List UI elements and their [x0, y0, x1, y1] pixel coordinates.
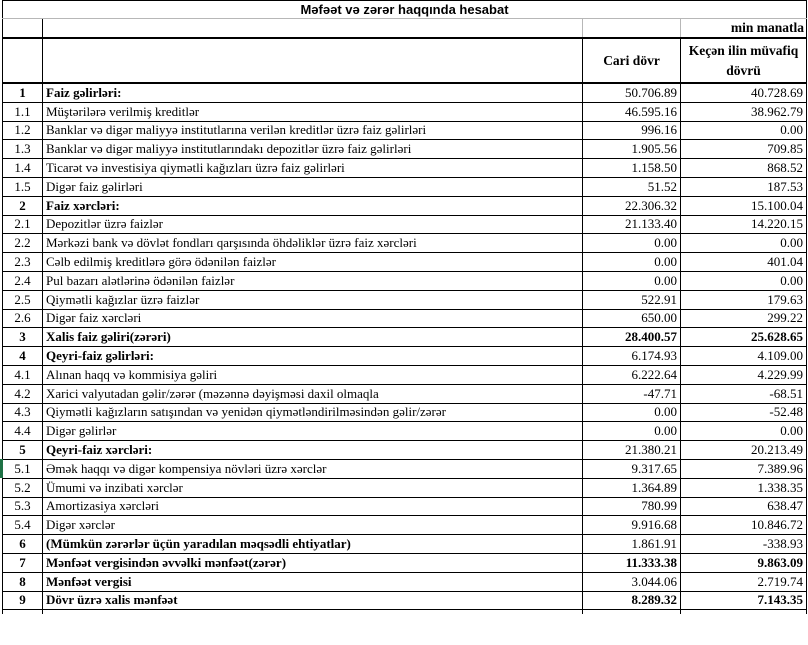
empty-cell: [583, 610, 681, 615]
row-current-value: 3.044.06: [583, 572, 681, 591]
row-number-cell: 7: [3, 553, 43, 572]
table-row: [3, 290, 807, 309]
partial-next-row: [3, 610, 807, 615]
row-previous-value: 9.863.09: [681, 553, 807, 572]
row-label-cell: Digər gəlirlər: [43, 422, 583, 441]
row-label-cell: Depozitlər üzrə faizlər: [43, 215, 583, 234]
row-label-cell: Alınan haqq və kommisiya gəliri: [43, 365, 583, 384]
row-label-cell: Faiz xərcləri:: [43, 196, 583, 215]
row-previous-value: 2.719.74: [681, 572, 807, 591]
row-number-cell: 5.1: [3, 459, 43, 478]
row-current-value: -47.71: [583, 384, 681, 403]
row-current-value: 11.333.38: [583, 553, 681, 572]
row-label-cell: Cəlb edilmiş kreditlərə görə ödənilən faizlər: [43, 253, 583, 272]
row-number-cell: 5.4: [3, 516, 43, 535]
row-label-cell: Pul bazarı alətlərinə ödənilən faizlər: [43, 271, 583, 290]
row-number-cell: 4.3: [3, 403, 43, 422]
table-row: [3, 365, 807, 384]
empty-header-cell: [43, 38, 583, 83]
row-number-cell: 5: [3, 441, 43, 460]
row-label-cell: Dövr üzrə xalis mənfəət: [43, 591, 583, 610]
table-row: [3, 384, 807, 403]
row-current-value: 780.99: [583, 497, 681, 516]
table-row: [3, 403, 807, 422]
row-previous-value: -338.93: [681, 535, 807, 554]
row-previous-value: 0.00: [681, 234, 807, 253]
row-current-value: 51.52: [583, 177, 681, 196]
row-label-cell: Faiz gəlirləri:: [43, 83, 583, 102]
row-number-cell: 4.2: [3, 384, 43, 403]
row-current-value: 8.289.32: [583, 591, 681, 610]
row-label-cell: Mənfəət vergisindən əvvəlki mənfəət(zərər): [43, 553, 583, 572]
table-row: [3, 328, 807, 347]
row-label-cell: Amortizasiya xərcləri: [43, 497, 583, 516]
row-label-cell: Ticarət və investisiya qiymətli kağızları üzrə faiz gəlirləri: [43, 159, 583, 178]
empty-header-cell: [3, 38, 43, 83]
table-row: [3, 422, 807, 441]
income-statement-table: [2, 0, 807, 614]
table-row: [3, 196, 807, 215]
table-row: [3, 309, 807, 328]
row-label-cell: Əmək haqqı və digər kompensiya növləri üzrə xərclər: [43, 459, 583, 478]
empty-cell: [681, 610, 807, 615]
row-current-value: 0.00: [583, 271, 681, 290]
row-previous-value: 40.728.69: [681, 83, 807, 102]
row-current-value: 6.222.64: [583, 365, 681, 384]
table-row: [3, 83, 807, 102]
row-number-cell: 2.1: [3, 215, 43, 234]
table-row: [3, 102, 807, 121]
report-title: Məfəət və zərər haqqında hesabat: [3, 1, 807, 19]
table-row: [3, 177, 807, 196]
row-previous-value: 4.109.00: [681, 347, 807, 366]
row-number-cell: 2.5: [3, 290, 43, 309]
unit-note-row: [3, 19, 807, 39]
row-previous-value: 7.143.35: [681, 591, 807, 610]
row-previous-value: 0.00: [681, 121, 807, 140]
row-label-cell: Digər faiz xərcləri: [43, 309, 583, 328]
row-number-cell: 1: [3, 83, 43, 102]
row-label-cell: (Mümkün zərərlər üçün yaradılan məqsədli ehtiyatlar): [43, 535, 583, 554]
row-label-cell: Mərkəzi bank və dövlət fondları qarşısında öhdəliklər üzrə faiz xərcləri: [43, 234, 583, 253]
row-current-value: 0.00: [583, 422, 681, 441]
row-previous-value: 299.22: [681, 309, 807, 328]
table-row: [3, 441, 807, 460]
row-current-value: 1.905.56: [583, 140, 681, 159]
row-number-cell: 2.4: [3, 271, 43, 290]
row-label-cell: Qiymətli kağızların satışından və yenidən qiymətləndirilməsindən gəlir/zərər: [43, 403, 583, 422]
table-row: [3, 459, 807, 478]
column-header-previous: Keçən ilin müvafiq dövrü: [681, 38, 807, 83]
empty-cell: [43, 19, 583, 39]
row-current-value: 28.400.57: [583, 328, 681, 347]
empty-cell: [3, 610, 43, 615]
row-label-cell: Müştərilərə verilmiş kreditlər: [43, 102, 583, 121]
row-previous-value: 7.389.96: [681, 459, 807, 478]
column-header-current: Cari dövr: [583, 38, 681, 83]
empty-cell: [3, 19, 43, 39]
row-number-cell: 2: [3, 196, 43, 215]
row-label-cell: Qeyri-faiz xərcləri:: [43, 441, 583, 460]
table-row: [3, 253, 807, 272]
row-selection-marker: [0, 459, 3, 478]
row-number-cell: 8: [3, 572, 43, 591]
row-previous-value: 0.00: [681, 422, 807, 441]
row-number-cell: 3: [3, 328, 43, 347]
empty-cell: [43, 610, 583, 615]
row-label-cell: Banklar və digər maliyyə institutlarındakı depozitlər üzrə faiz gəlirləri: [43, 140, 583, 159]
row-number-cell: 9: [3, 591, 43, 610]
row-current-value: 0.00: [583, 403, 681, 422]
row-number-cell: 6: [3, 535, 43, 554]
table-row: [3, 591, 807, 610]
row-number-cell: 4.1: [3, 365, 43, 384]
row-current-value: 6.174.93: [583, 347, 681, 366]
row-label-cell: Digər faiz gəlirləri: [43, 177, 583, 196]
row-current-value: 21.380.21: [583, 441, 681, 460]
row-number-cell: 2.3: [3, 253, 43, 272]
unit-note: min manatla: [681, 19, 807, 39]
row-current-value: 9.916.68: [583, 516, 681, 535]
row-previous-value: 38.962.79: [681, 102, 807, 121]
row-current-value: 22.306.32: [583, 196, 681, 215]
table-row: [3, 271, 807, 290]
row-current-value: 50.706.89: [583, 83, 681, 102]
row-previous-value: 709.85: [681, 140, 807, 159]
row-previous-value: 179.63: [681, 290, 807, 309]
row-current-value: 9.317.65: [583, 459, 681, 478]
row-current-value: 1.158.50: [583, 159, 681, 178]
row-current-value: 996.16: [583, 121, 681, 140]
column-header-row: [3, 38, 807, 83]
row-previous-value: -68.51: [681, 384, 807, 403]
row-current-value: 0.00: [583, 234, 681, 253]
row-previous-value: 187.53: [681, 177, 807, 196]
row-number-cell: 2.2: [3, 234, 43, 253]
report-title-row: [3, 1, 807, 19]
table-row: [3, 121, 807, 140]
row-label-cell: Xarici valyutadan gəlir/zərər (məzənnə dəyişməsi daxil olmaqla: [43, 384, 583, 403]
row-previous-value: 10.846.72: [681, 516, 807, 535]
row-current-value: 21.133.40: [583, 215, 681, 234]
row-previous-value: -52.48: [681, 403, 807, 422]
row-number-cell: 2.6: [3, 309, 43, 328]
row-label-cell: Xalis faiz gəliri(zərəri): [43, 328, 583, 347]
table-row: [3, 159, 807, 178]
row-current-value: 1.364.89: [583, 478, 681, 497]
row-label-cell: Digər xərclər: [43, 516, 583, 535]
row-previous-value: 15.100.04: [681, 196, 807, 215]
row-label-cell: Ümumi və inzibati xərclər: [43, 478, 583, 497]
row-previous-value: 401.04: [681, 253, 807, 272]
row-previous-value: 868.52: [681, 159, 807, 178]
row-previous-value: 20.213.49: [681, 441, 807, 460]
table-row: [3, 234, 807, 253]
row-number-cell: 1.3: [3, 140, 43, 159]
row-previous-value: 638.47: [681, 497, 807, 516]
row-current-value: 522.91: [583, 290, 681, 309]
table-row: [3, 535, 807, 554]
row-number-cell: 5.2: [3, 478, 43, 497]
row-label-cell: Mənfəət vergisi: [43, 572, 583, 591]
table-row: [3, 497, 807, 516]
table-row: [3, 478, 807, 497]
row-previous-value: 0.00: [681, 271, 807, 290]
row-previous-value: 14.220.15: [681, 215, 807, 234]
row-current-value: 0.00: [583, 253, 681, 272]
row-previous-value: 1.338.35: [681, 478, 807, 497]
report-sheet: [2, 0, 806, 614]
row-number-cell: 1.1: [3, 102, 43, 121]
empty-cell: [583, 19, 681, 39]
row-current-value: 650.00: [583, 309, 681, 328]
row-number-cell: 1.5: [3, 177, 43, 196]
row-number-cell: 4.4: [3, 422, 43, 441]
row-current-value: 46.595.16: [583, 102, 681, 121]
row-previous-value: 4.229.99: [681, 365, 807, 384]
row-number-cell: 1.4: [3, 159, 43, 178]
table-row: [3, 516, 807, 535]
table-row: [3, 553, 807, 572]
row-label-cell: Qeyri-faiz gəlirləri:: [43, 347, 583, 366]
row-number-cell: 5.3: [3, 497, 43, 516]
table-row: [3, 215, 807, 234]
table-row: [3, 347, 807, 366]
row-number-cell: 4: [3, 347, 43, 366]
row-number-cell: 1.2: [3, 121, 43, 140]
row-label-cell: Banklar və digər maliyyə institutlarına verilən kreditlər üzrə faiz gəlirləri: [43, 121, 583, 140]
row-previous-value: 25.628.65: [681, 328, 807, 347]
table-row: [3, 140, 807, 159]
row-current-value: 1.861.91: [583, 535, 681, 554]
table-row: [3, 572, 807, 591]
row-label-cell: Qiymətli kağızlar üzrə faizlər: [43, 290, 583, 309]
